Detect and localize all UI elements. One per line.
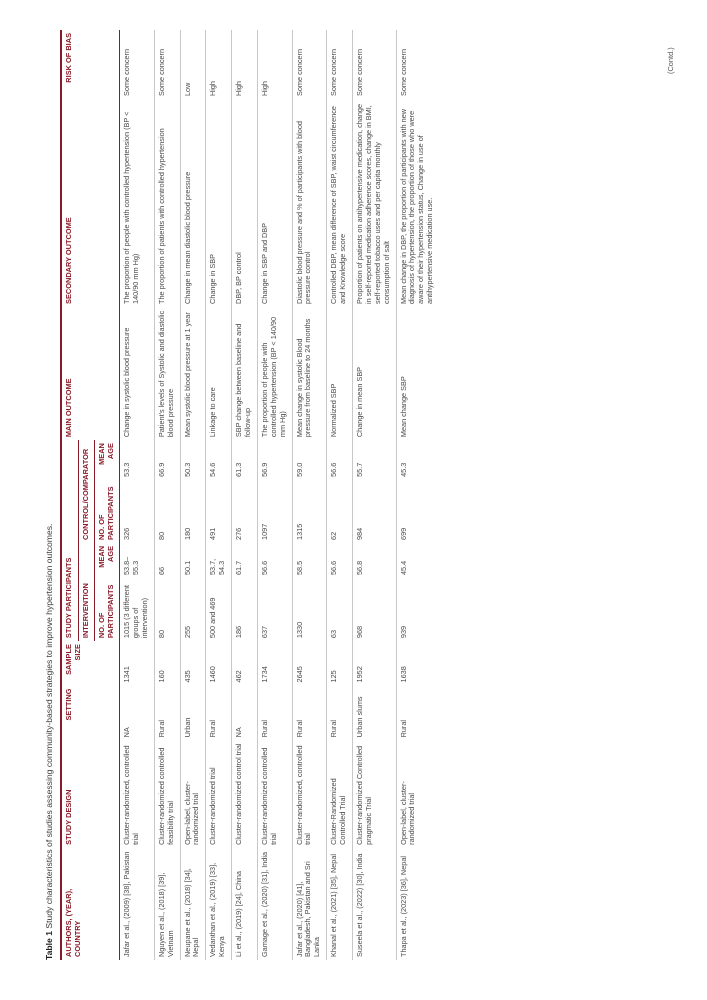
cell-sample-size: 1341 [120, 641, 155, 685]
cell-secondary-outcome: Diastolic blood pressure and % of participants with blood pressure control [292, 99, 327, 307]
cell-risk-of-bias: Low [180, 30, 206, 99]
cell-study-design: Open-label, cluster-randomized trial [180, 740, 206, 847]
cell-risk-of-bias: Some concern [352, 30, 396, 99]
caption-text: Study characteristics of studies assessing community-based strategies to improve hypertension outcomes. [44, 523, 54, 932]
cell-int-participants: 1330 [292, 578, 327, 641]
cell-setting: Rural [257, 685, 292, 740]
table-caption [44, 524, 54, 960]
cell-int-participants: 637 [257, 578, 292, 641]
cell-sample-size: 462 [232, 641, 258, 685]
cell-risk-of-bias: Some concern [120, 30, 155, 99]
cell-study-design: Cluster-randomized, controlled trial [292, 740, 327, 847]
cell-ctl-mean-age: 56.9 [257, 440, 292, 480]
cell-sample-size: 1734 [257, 641, 292, 685]
cell-secondary-outcome: Controlled DBP, mean difference of SBP, waist circumference and Knowledge score [327, 99, 353, 307]
cell-study-design: Cluster-randomized control trial [232, 740, 258, 847]
cell-setting: Rural [327, 685, 353, 740]
cell-main-outcome: The proportion of people with controlled hypertension (BP < 140/90 mm Hg) [257, 307, 292, 440]
table-row [180, 30, 206, 960]
study-characteristics-table [60, 30, 439, 960]
cell-study-design: Open-label, cluster-randomized trial [398, 781, 417, 845]
table-row [257, 30, 292, 960]
cell-ctl-participants: 80 [154, 480, 180, 543]
header-study-design: STUDY DESIGN [61, 740, 120, 847]
cell-secondary-outcome: Change in mean diastolic blood pressure [180, 99, 206, 307]
table-row [154, 30, 180, 960]
cell-main-outcome: Mean change SBP [398, 376, 408, 438]
cell-main-outcome: Patient's levels of Systolic and diastolic blood pressure [154, 307, 180, 440]
table-row [396, 30, 439, 960]
cell-study-design: Cluster-randomized trial [206, 740, 232, 847]
cell-authors: Li et al., (2019) [24], China [232, 848, 258, 960]
cell-int-participants: 80 [154, 578, 180, 641]
cell-secondary-outcome: Change in SBP and DBP [257, 99, 292, 307]
header-risk-of-bias: RISK OF BIAS [61, 30, 120, 99]
cell-secondary-outcome: The proportion of people with controlled hypertension (BP < 140/90 mm Hg) [120, 99, 155, 307]
cell-ctl-mean-age: 45.3 [398, 462, 408, 477]
cell-sample-size: 2645 [292, 641, 327, 685]
header-ctl-participants: NO. OF PARTICIPANTS [95, 480, 120, 543]
header-int-participants: NO. OF PARTICIPANTS [95, 578, 120, 641]
cell-study-design: Cluster-randomized controlled trial [257, 740, 292, 847]
cell-sample-size: 125 [327, 641, 353, 685]
header-sample-size: SAMPLE SIZE [61, 641, 120, 685]
cell-setting: Rural [292, 685, 327, 740]
cell-int-mean-age: 53.7, 54.3 [206, 543, 232, 578]
cell-risk-of-bias: High [257, 30, 292, 99]
cell-int-mean-age: 56.8 [352, 543, 396, 578]
cell-main-outcome: Change in mean SBP [352, 307, 396, 440]
cell-int-participants: 968 [352, 578, 396, 641]
cell-setting: Urban slums [352, 685, 396, 740]
cell-int-participants: 500 and 469 [206, 578, 232, 641]
cell-main-outcome: SBP change between baseline and follow-up [232, 307, 258, 440]
cell-authors: Thapa et al., (2023) [36], Nepal [398, 855, 408, 957]
cell-int-mean-age: 58.5 [292, 543, 327, 578]
cell-setting: Rural [154, 685, 180, 740]
cell-int-participants: 186 [232, 578, 258, 641]
cell-risk-of-bias: High [232, 30, 258, 99]
cell-sample-size: 1638 [398, 666, 408, 683]
cell-secondary-outcome: DBP, BP control [232, 99, 258, 307]
header-main-outcome: MAIN OUTCOME [61, 307, 120, 440]
cell-int-mean-age: 50.1 [180, 543, 206, 578]
cell-authors: Neupane et al., (2018) [34], Nepal [180, 848, 206, 960]
cell-ctl-participants: 699 [398, 527, 408, 540]
cell-int-participants: 939 [398, 625, 408, 639]
table-row [232, 30, 258, 960]
cell-authors: Jafar et al., (2009) [38], Pakistan [120, 848, 155, 960]
cell-main-outcome: Change in systolic blood pressure [120, 307, 155, 440]
cell-ctl-mean-age: 50.3 [180, 440, 206, 480]
cell-ctl-mean-age: 61.3 [232, 440, 258, 480]
cell-main-outcome: Linkage to care [206, 307, 232, 440]
continued-note: (Contd.) [666, 47, 675, 74]
cell-int-mean-age: 45.4 [398, 560, 408, 576]
cell-study-design: Cluster-Randomized Controlled Trial [327, 740, 353, 847]
header-intervention: INTERVENTION [78, 543, 95, 641]
cell-ctl-participants: 326 [120, 480, 155, 543]
cell-setting: Rural [398, 719, 408, 738]
cell-ctl-mean-age: 53.3 [120, 440, 155, 480]
cell-ctl-mean-age: 66.9 [154, 440, 180, 480]
cell-setting: Rural [206, 685, 232, 740]
cell-secondary-outcome: Mean change in DBP, the proportion of participants with new diagnosis of hypertension, the proportion of those who were aware of their hypertension status, Change in use of antihypertensive medication use. [398, 108, 435, 304]
cell-int-mean-age: 56.6 [257, 543, 292, 578]
header-authors: AUTHORS, (YEAR), COUNTRY [61, 848, 120, 960]
cell-setting: NA [120, 685, 155, 740]
cell-study-design: Cluster-randomized Controlled pragmatic Trial [352, 740, 396, 847]
cell-authors: Khanal et al., (2021) [35], Nepal [327, 848, 353, 960]
cell-main-outcome: Mean systolic blood pressure at 1 year [180, 307, 206, 440]
cell-study-design: Cluster-randomized controlled feasibility trial [154, 740, 180, 847]
cell-sample-size: 1460 [206, 641, 232, 685]
cell-ctl-participants: 62 [327, 480, 353, 543]
table-row [292, 30, 327, 960]
table-label: Table 1 [44, 931, 54, 960]
cell-setting: Urban [180, 685, 206, 740]
cell-ctl-mean-age: 54.6 [206, 440, 232, 480]
header-control: CONTROL/COMPARATOR [78, 440, 95, 543]
cell-ctl-mean-age: 56.6 [327, 440, 353, 480]
cell-ctl-participants: 491 [206, 480, 232, 543]
cell-int-participants: 63 [327, 578, 353, 641]
cell-secondary-outcome: The proportion of patients with controlled hypertension [154, 99, 180, 307]
cell-risk-of-bias: Some concern [154, 30, 180, 99]
cell-ctl-mean-age: 55.7 [352, 440, 396, 480]
header-secondary-outcome: SECONDARY OUTCOME [61, 99, 120, 307]
cell-sample-size: 1952 [352, 641, 396, 685]
cell-int-participants: 255 [180, 578, 206, 641]
table-body [120, 30, 440, 960]
table-row [120, 30, 155, 960]
cell-authors: Gamage et al., (2020) [31], India [257, 848, 292, 960]
table-row [352, 30, 396, 960]
cell-int-mean-age: 53.8–55.3 [120, 543, 155, 578]
cell-authors: Vedanthan et al., (2019) [33], Kenya [206, 848, 232, 960]
cell-sample-size: 435 [180, 641, 206, 685]
cell-int-mean-age: 66 [154, 543, 180, 578]
cell-authors: Nguyen et al., (2018) [39], Vietnam [154, 848, 180, 960]
cell-risk-of-bias: Some concern [292, 30, 327, 99]
cell-risk-of-bias: Some concern [327, 30, 353, 99]
cell-ctl-participants: 180 [180, 480, 206, 543]
cell-authors: Suseela et al., (2022) [30], India [352, 848, 396, 960]
cell-risk-of-bias: Some concern [398, 48, 408, 97]
cell-ctl-participants: 984 [352, 480, 396, 543]
cell-secondary-outcome: Proportion of patients on antihypertensive medication, change in self-reported medication adherence scores, change in BMI, self-reported tobacco uses and per capita monthly consumption of salt [352, 99, 396, 307]
cell-ctl-participants: 1315 [292, 480, 327, 543]
table-row [327, 30, 353, 960]
table-row [206, 30, 232, 960]
cell-setting: NA [232, 685, 258, 740]
cell-secondary-outcome: Change in SBP [206, 99, 232, 307]
cell-authors: Jafar et al., (2020) [41], Bangladesh, Pakistan and Sri Lanka [292, 848, 327, 960]
cell-int-mean-age: 56.6 [327, 543, 353, 578]
header-setting: SETTING [61, 685, 120, 740]
header-int-mean-age: MEAN AGE [95, 543, 120, 578]
cell-study-design: Cluster-randomized, controlled trial [120, 740, 155, 847]
header-study-participants: STUDY PARTICIPANTS [61, 440, 78, 641]
cell-int-participants: 1015 (3 different groups of intervention) [120, 578, 155, 641]
header-ctl-mean-age: MEAN AGE [95, 440, 120, 480]
cell-ctl-participants: 276 [232, 480, 258, 543]
cell-main-outcome: Normalized SBP [327, 307, 353, 440]
cell-int-mean-age: 61.7 [232, 543, 258, 578]
cell-main-outcome: Mean change in systolic Blood pressure from baseline to 24 months [292, 307, 327, 440]
cell-ctl-participants: 1097 [257, 480, 292, 543]
cell-sample-size: 160 [154, 641, 180, 685]
cell-risk-of-bias: High [206, 30, 232, 99]
cell-ctl-mean-age: 59.0 [292, 440, 327, 480]
